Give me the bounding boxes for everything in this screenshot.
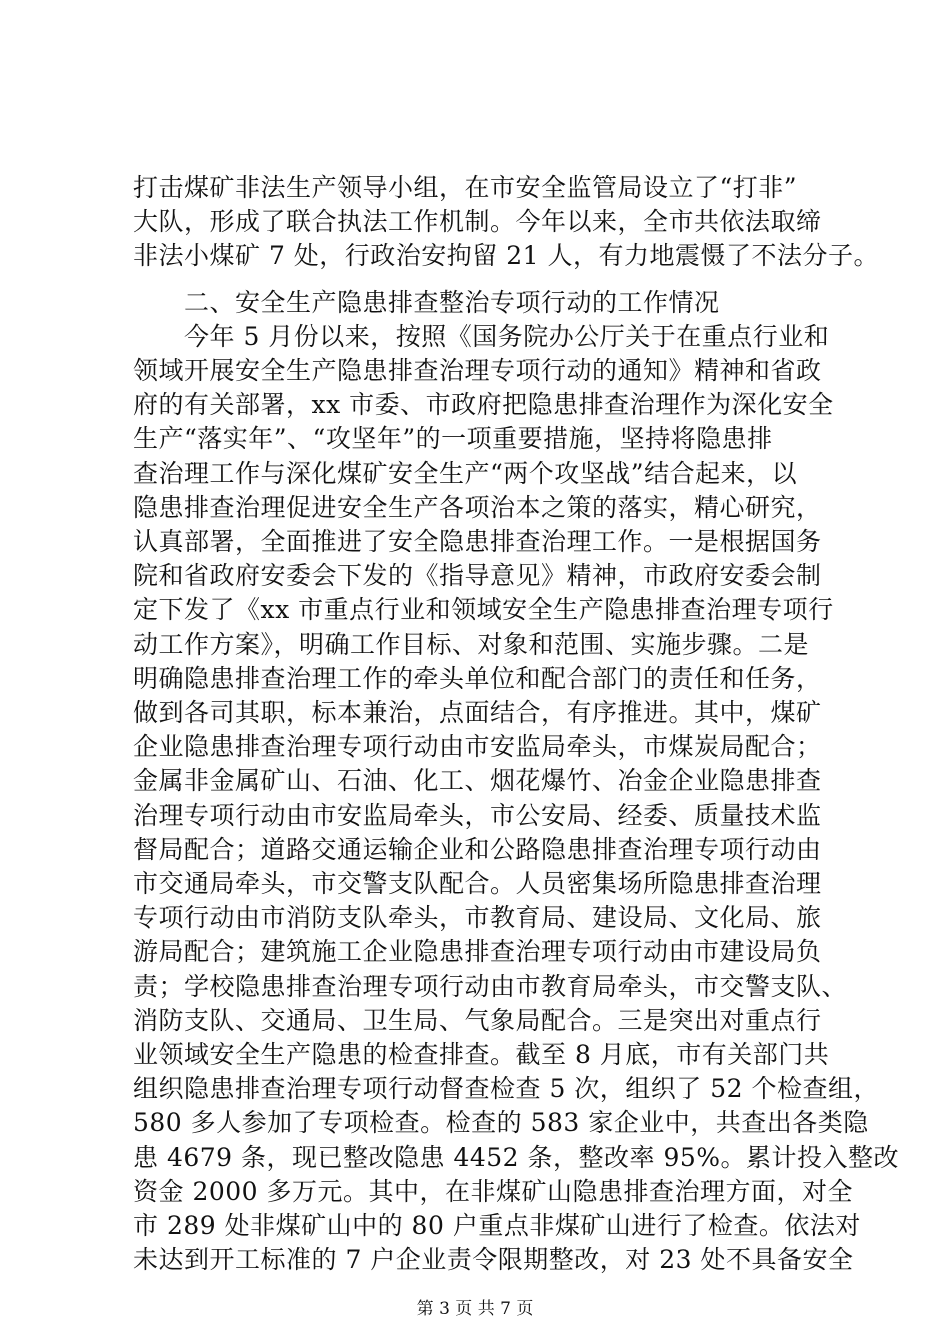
body-text-line: 定下发了《xx 市重点行业和领域安全生产隐患排查治理专项行: [133, 595, 834, 625]
body-text-line: 资金 2000 多万元。其中，在非煤矿山隐患排查治理方面，对全: [133, 1176, 854, 1206]
body-text-line: 生产“落实年”、“攻坚年”的一项重要措施，坚持将隐患排: [133, 424, 773, 454]
body-text-line: 认真部署，全面推进了安全隐患排查治理工作。一是根据国务: [133, 527, 822, 556]
body-text-line: 580 多人参加了专项检查。检查的 583 家企业中，共查出各类隐: [133, 1108, 869, 1138]
body-text-line: 做到各司其职，标本兼治，点面结合，有序推进。其中，煤矿: [133, 698, 822, 727]
page-number-footer: 第 3 页 共 7 页: [416, 1299, 534, 1319]
body-text-line: 非法小煤矿 7 处，行政治安拘留 21 人，有力地震慑了不法分子。: [133, 241, 880, 271]
body-text-line: 专项行动由市消防支队牵头，市教育局、建设局、文化局、旅: [133, 903, 822, 933]
body-text-line: 游局配合；建筑施工企业隐患排查治理专项行动由市建设局负: [133, 937, 822, 967]
body-text-line: 督局配合；道路交通运输企业和公路隐患排查治理专项行动由: [133, 834, 822, 864]
body-text-line: 打击煤矿非法生产领导小组，在市安全监管局设立了“打非”: [133, 173, 798, 202]
body-text-line: 动工作方案》，明确工作目标、对象和范围、实施步骤。二是: [133, 629, 810, 659]
body-text-line: 消防支队、交通局、卫生局、气象局配合。三是突出对重点行: [133, 1005, 822, 1035]
body-text-line: 金属非金属矿山、石油、化工、烟花爆竹、冶金企业隐患排查: [133, 766, 822, 796]
body-text-line: 未达到开工标准的 7 户企业责令限期整改，对 23 处不具备安全: [133, 1245, 854, 1275]
body-text-line: 组织隐患排查治理专项行动督查检查 5 次，组织了 52 个检查组，: [133, 1074, 880, 1104]
body-text-line: 查治理工作与深化煤矿安全生产“两个攻坚战”结合起来，以: [133, 458, 798, 488]
body-text-line: 市 289 处非煤矿山中的 80 户重点非煤矿山进行了检查。依法对: [133, 1211, 861, 1240]
section-heading: 二、安全生产隐患排查整治专项行动的工作情况: [133, 287, 720, 317]
body-text-line: 业领域安全生产隐患的检查排查。截至 8 月底，市有关部门共: [133, 1040, 830, 1069]
body-text-line: 明确隐患排查治理工作的牵头单位和配合部门的责任和任务，: [133, 663, 822, 693]
body-text-line: 府的有关部署，xx 市委、市政府把隐患排查治理作为深化安全: [133, 390, 834, 420]
body-text-line: 今年 5 月份以来，按照《国务院办公厅关于在重点行业和: [133, 321, 830, 351]
body-text-line: 治理专项行动由市安监局牵头，市公安局、经委、质量技术监: [133, 800, 822, 830]
body-text-line: 市交通局牵头，市交警支队配合。人员密集场所隐患排查治理: [133, 869, 822, 898]
body-text-line: 院和省政府安委会下发的《指导意见》精神，市政府安委会制: [133, 561, 822, 591]
body-text-line: 患 4679 条，现已整改隐患 4452 条，整改率 95%。累计投入整改: [133, 1142, 900, 1172]
body-text-line: 大队，形成了联合执法工作机制。今年以来，全市共依法取缔: [133, 207, 822, 237]
body-text-line: 领域开展安全生产隐患排查治理专项行动的通知》精神和省政: [133, 356, 822, 385]
body-text-line: 隐患排查治理促进安全生产各项治本之策的落实，精心研究，: [133, 492, 822, 522]
body-text-line: 责；学校隐患排查治理专项行动由市教育局牵头，市交警支队、: [133, 971, 848, 1001]
body-text-line: 企业隐患排查治理专项行动由市安监局牵头，市煤炭局配合；: [133, 732, 822, 762]
